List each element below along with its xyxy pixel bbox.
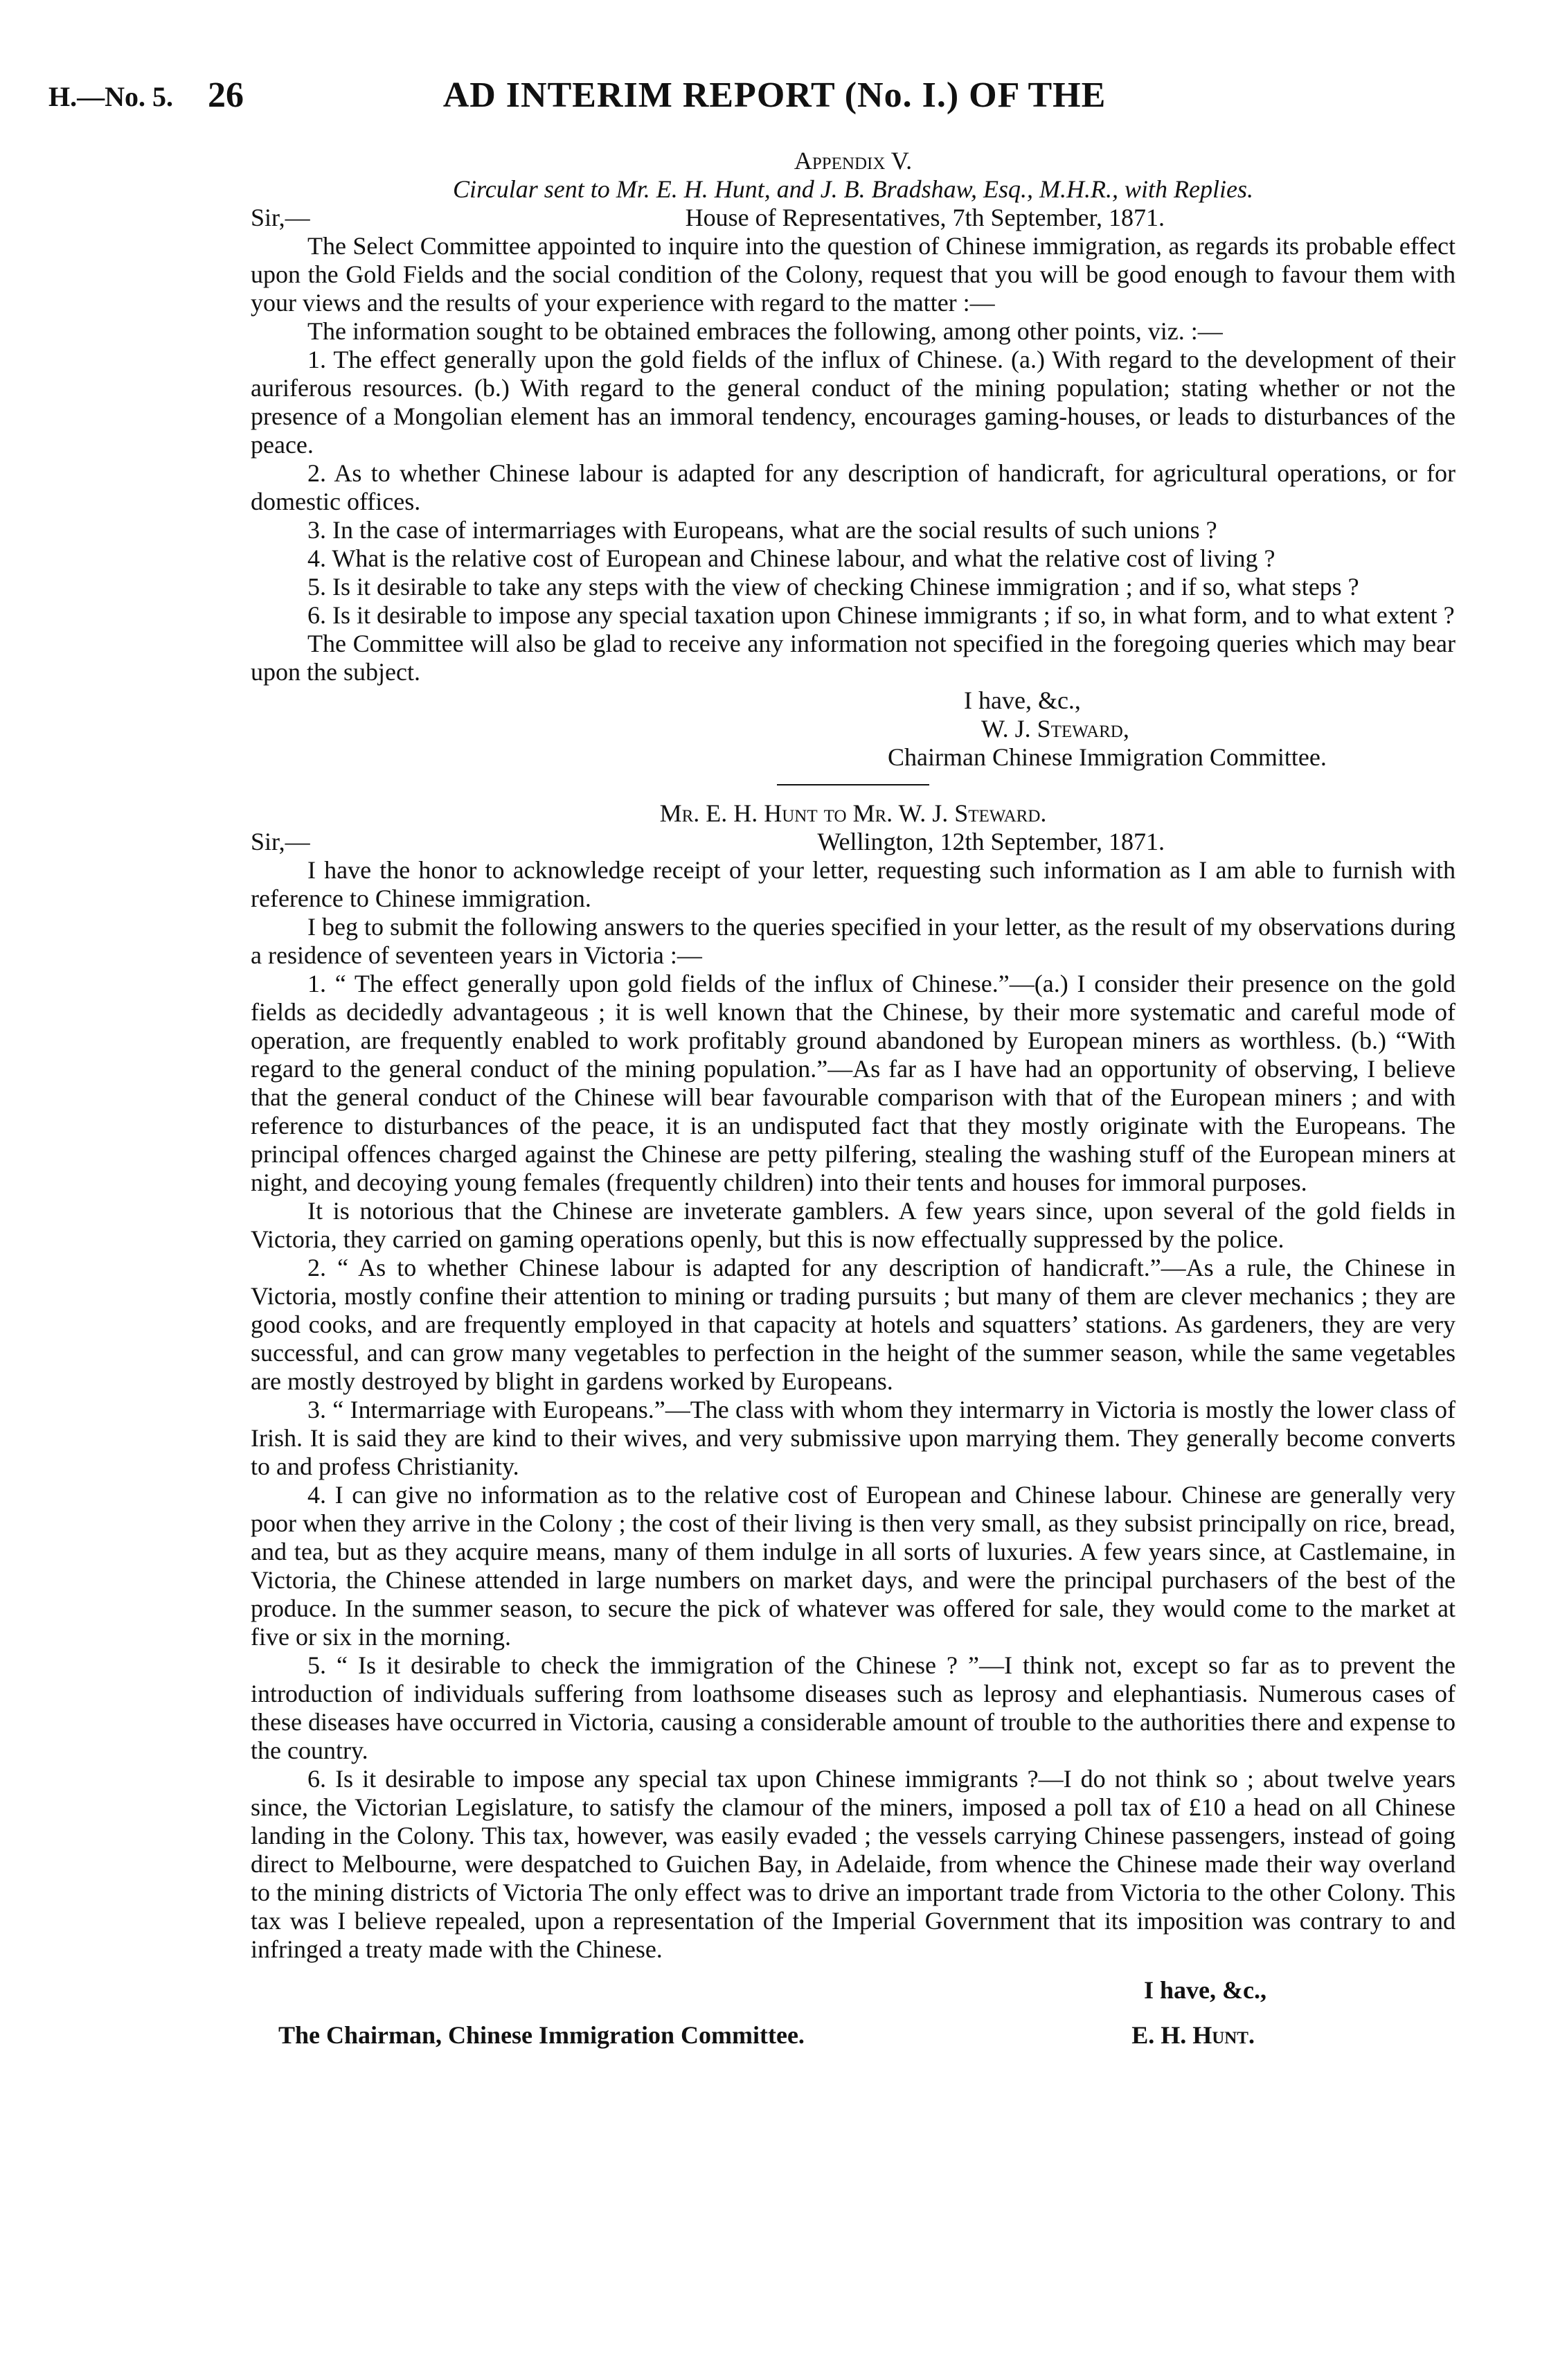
appendix-subtitle: Circular sent to Mr. E. H. Hunt, and J. B. Bradshaw, Esq., M.H.R., with Replies. [453, 175, 1253, 203]
circular-signer-title: Chairman Chinese Immigration Committee. [888, 743, 1327, 771]
reply-answer-4: 4. I can give no information as to the relative cost of European and Chinese labour. Chinese are generally very poor when they arrive in the Colony ; the cost of their living is then very small, as they subsist principally on rice, bread, and tea, but as they acquire means, many of them indulge in all sorts of luxuries. A few years since, at Castlemaine, in Victoria, the Chinese attended in large numbers on market days, and were the principal purchasers of the best of the produce. In the summer season, to secure the pick of whatever was offered for sale, they would come to the market at five or six in the morning. [251, 1481, 1456, 1651]
circular-query-1: 1. The effect generally upon the gold fields of the influx of Chinese. (a.) With regard to the development of their auriferous resources. (b.) With regard to the general conduct of the mining population; stating whether or not the presence of a Mongolian element has an immoral tendency, encourages gaming-houses, or leads to disturbances of the peace. [251, 346, 1456, 459]
reply-paragraph: I have the honor to acknowledge receipt of your letter, requesting such information as I am able to furnish with reference to Chinese immigration. [251, 856, 1456, 912]
reply-answer-2: 2. “ As to whether Chinese labour is adapted for any description of handicraft.”—As a rule, the Chinese in Victoria, mostly confine their attention to mining or trading pursuits ; but many of them are clever mechanics ; they are good cooks, and are frequently employed in that capacity at hotels and squatters’ stations. As gardeners, they are very successful, and can grow many vegetables to perfection in the height of the summer season, while the same vegetables are mostly destroyed by blight in gardens worked by Europeans. [251, 1254, 1456, 1395]
reply-answer-6: 6. Is it desirable to impose any special tax upon Chinese immigrants ?—I do not think so ; about twelve years since, the Victorian Legislature, to satisfy the clamour of the miners, imposed a poll tax of £10 a head on all Chinese landing in the Colony. This tax, however, was easily evaded ; the vessels carrying Chinese passengers, instead of going direct to Melbourne, were despatched to Guichen Bay, in Adelaide, from whence the Chinese made their way overland to the mining districts of Victoria The only effect was to drive an important trade from Victoria to the other Colony. This tax was I believe repealed, upon a representation of the Imperial Government that its imposition was contrary to and infringed a treaty made with the Chinese. [251, 1765, 1456, 1963]
reply-place-date: Wellington, 12th September, 1871. [817, 828, 1165, 855]
reply-paragraph: I beg to submit the following answers to the queries specified in your letter, as the result of my observations during a residence of seventeen years in Victoria :— [251, 913, 1456, 969]
reply-heading: Mr. E. H. Hunt to Mr. W. J. Steward. [659, 799, 1047, 827]
page-header [48, 75, 1501, 123]
circular-paragraph: The Select Committee appointed to inquire into the question of Chinese immigration, as regards its probable effect upon the Gold Fields and the social condition of the Colony, request that you will be good enough to favour them with your views and the results of your experience with regard to the matter :— [251, 232, 1456, 317]
circular-paragraph: The information sought to be obtained embraces the following, among other points, viz. :— [307, 317, 1223, 345]
reply-salutation-row [251, 828, 1456, 856]
circular-salutation: Sir,— [251, 204, 310, 231]
circular-salutation-row [251, 204, 1456, 232]
running-title: AD INTERIM REPORT (No. I.) OF THE [442, 76, 1107, 115]
section-divider [777, 784, 929, 785]
circular-paragraph: The Committee will also be glad to receive any information not specified in the foregoing queries which may bear upon the subject. [251, 630, 1456, 686]
reply-closing: I have, &c., [1144, 1976, 1266, 2004]
document-reference: H.—No. 5. [48, 81, 173, 112]
reply-answer-5: 5. “ Is it desirable to check the immigration of the Chinese ? ”—I think not, except so far as to prevent the introduction of individuals suffering from loathsome diseases such as leprosy and elephantiasis. Numerous cases of these diseases have occurred in Victoria, causing a considerable amount of trouble to the authorities there and expense to the country. [251, 1651, 1456, 1764]
circular-place-date: House of Representatives, 7th September, 1871. [685, 204, 1165, 231]
reply-paragraph: It is notorious that the Chinese are inveterate gamblers. A few years since, upon several of the gold fields in Victoria, they carried on gaming operations openly, but this is now effectually suppressed by the police. [251, 1197, 1456, 1253]
reply-answer-3: 3. “ Intermarriage with Europeans.”—The class with whom they intermarry in Victoria is mostly the lower class of Irish. It is said they are kind to their wives, and very submissive upon marrying them. They generally become converts to and profess Christianity. [251, 1396, 1456, 1480]
document-body [251, 147, 1456, 2050]
reply-addressee: The Chairman, Chinese Immigration Committee. [278, 2021, 805, 2049]
circular-signature [888, 686, 1456, 772]
reply-salutation: Sir,— [251, 828, 310, 855]
circular-query-3: 3. In the case of intermarriages with Europeans, what are the social results of such unions ? [307, 516, 1217, 544]
circular-query-2: 2. As to whether Chinese labour is adapted for any description of handicraft, for agricultural operations, or for domestic offices. [251, 459, 1456, 515]
circular-query-4: 4. What is the relative cost of European and Chinese labour, and what the relative cost of living ? [307, 544, 1275, 572]
reply-closing-row [251, 1976, 1456, 2050]
circular-closing: I have, &c., [964, 686, 1081, 714]
reply-signer: E. H. Hunt. [1131, 2021, 1255, 2049]
circular-query-6: 6. Is it desirable to impose any special taxation upon Chinese immigrants ; if so, in what form, and to what extent ? [307, 601, 1455, 629]
circular-signer: W. J. Steward, [981, 715, 1129, 743]
reply-addressee-row [251, 2021, 1456, 2050]
appendix-label: Appendix V. [794, 147, 913, 175]
page-number: 26 [208, 76, 244, 115]
circular-query-5: 5. Is it desirable to take any steps with the view of checking Chinese immigration ; and if so, what steps ? [307, 573, 1359, 601]
reply-answer-1: 1. “ The effect generally upon gold fields of the influx of Chinese.”—(a.) I consider their presence on the gold fields as decidedly advantageous ; it is well known that the Chinese, by their more systematic and careful mode of operation, are frequently enabled to work profitably ground abandoned by European miners as worthless. (b.) “With regard to the general conduct of the mining population.”—As far as I have had an opportunity of observing, I believe that the general conduct of the Chinese will bear favourable comparison with that of the European miners ; and with reference to disturbances of the peace, it is an undisputed fact that they mostly originate with the Europeans. The principal offences charged against the Chinese are petty pilfering, stealing the washing stuff of the European miners at night, and decoying young females (frequently children) into their tents and houses for immoral purposes. [251, 970, 1456, 1196]
